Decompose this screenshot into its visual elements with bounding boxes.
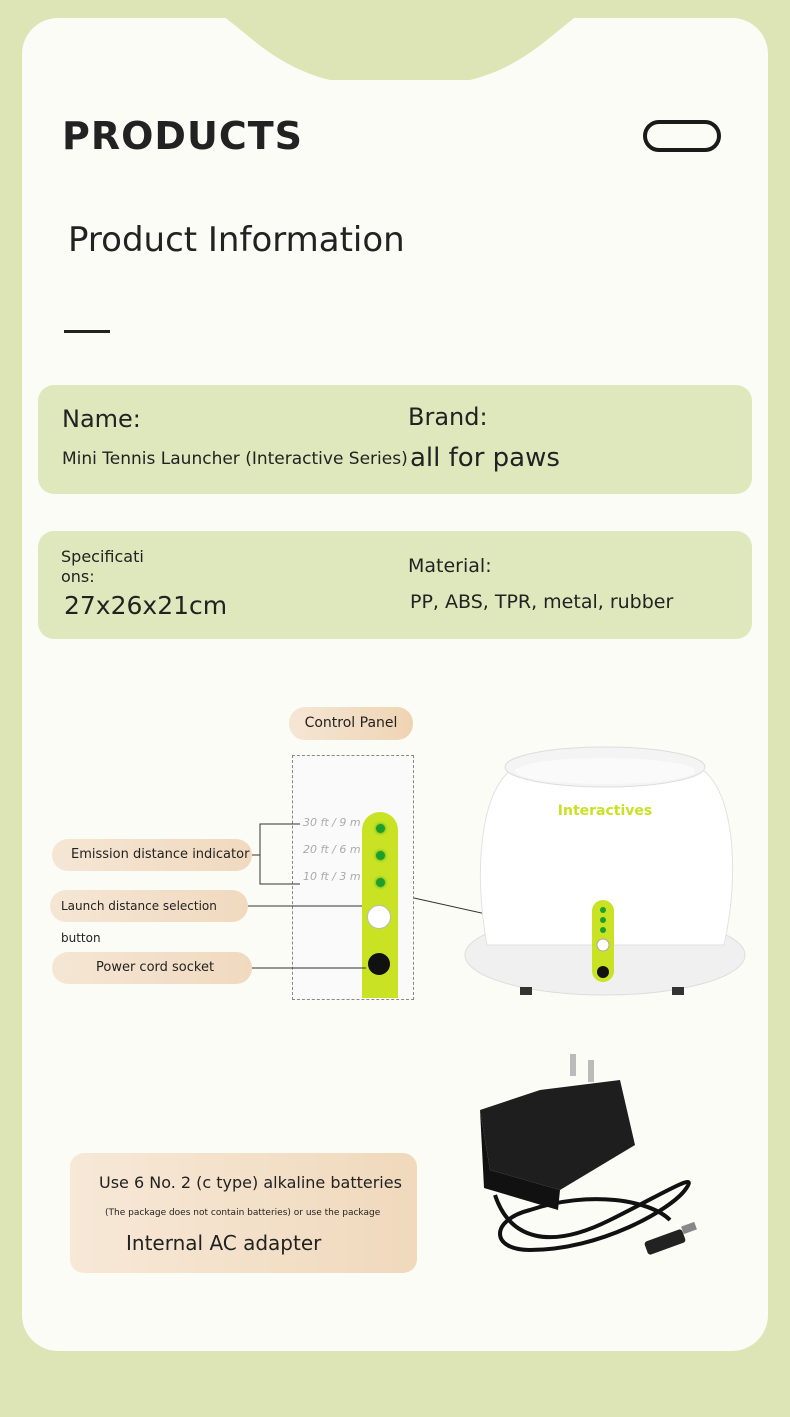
launch-button-callout: Launch distance selection button bbox=[50, 890, 248, 922]
ac-adapter-image bbox=[470, 1050, 710, 1290]
battery-line-3: Internal AC adapter bbox=[126, 1231, 322, 1255]
spec-value: 27x26x21cm bbox=[64, 591, 228, 620]
name-value: Mini Tennis Launcher (Interactive Series) bbox=[62, 449, 408, 469]
emission-indicator-callout: Emission distance indicator bbox=[52, 839, 252, 871]
section-subtitle: Product Information bbox=[68, 220, 405, 260]
brand-label: Brand: bbox=[408, 403, 488, 431]
battery-line-2: (The package does not contain batteries) or use the package bbox=[105, 1208, 381, 1218]
distance-10-label: 10 ft / 3 m bbox=[303, 870, 361, 883]
material-value: PP, ABS, TPR, metal, rubber bbox=[410, 591, 674, 613]
spec-label-line2: ons: bbox=[61, 567, 95, 586]
spec-label-line1: Specificati bbox=[61, 547, 144, 566]
launcher-product-image bbox=[462, 745, 752, 1000]
power-socket-callout: Power cord socket bbox=[52, 952, 252, 984]
control-panel-label: Control Panel bbox=[289, 707, 413, 740]
distance-20-label: 20 ft / 6 m bbox=[303, 843, 361, 856]
material-label: Material: bbox=[408, 555, 492, 577]
battery-line-1: Use 6 No. 2 (c type) alkaline batteries bbox=[99, 1173, 402, 1192]
page-title: PRODUCTS bbox=[62, 114, 303, 158]
product-logo: Interactives bbox=[557, 803, 653, 819]
battery-info-box bbox=[70, 1153, 417, 1273]
distance-30-label: 30 ft / 9 m bbox=[303, 816, 361, 829]
name-label: Name: bbox=[62, 405, 141, 433]
brand-value: all for paws bbox=[410, 443, 560, 473]
